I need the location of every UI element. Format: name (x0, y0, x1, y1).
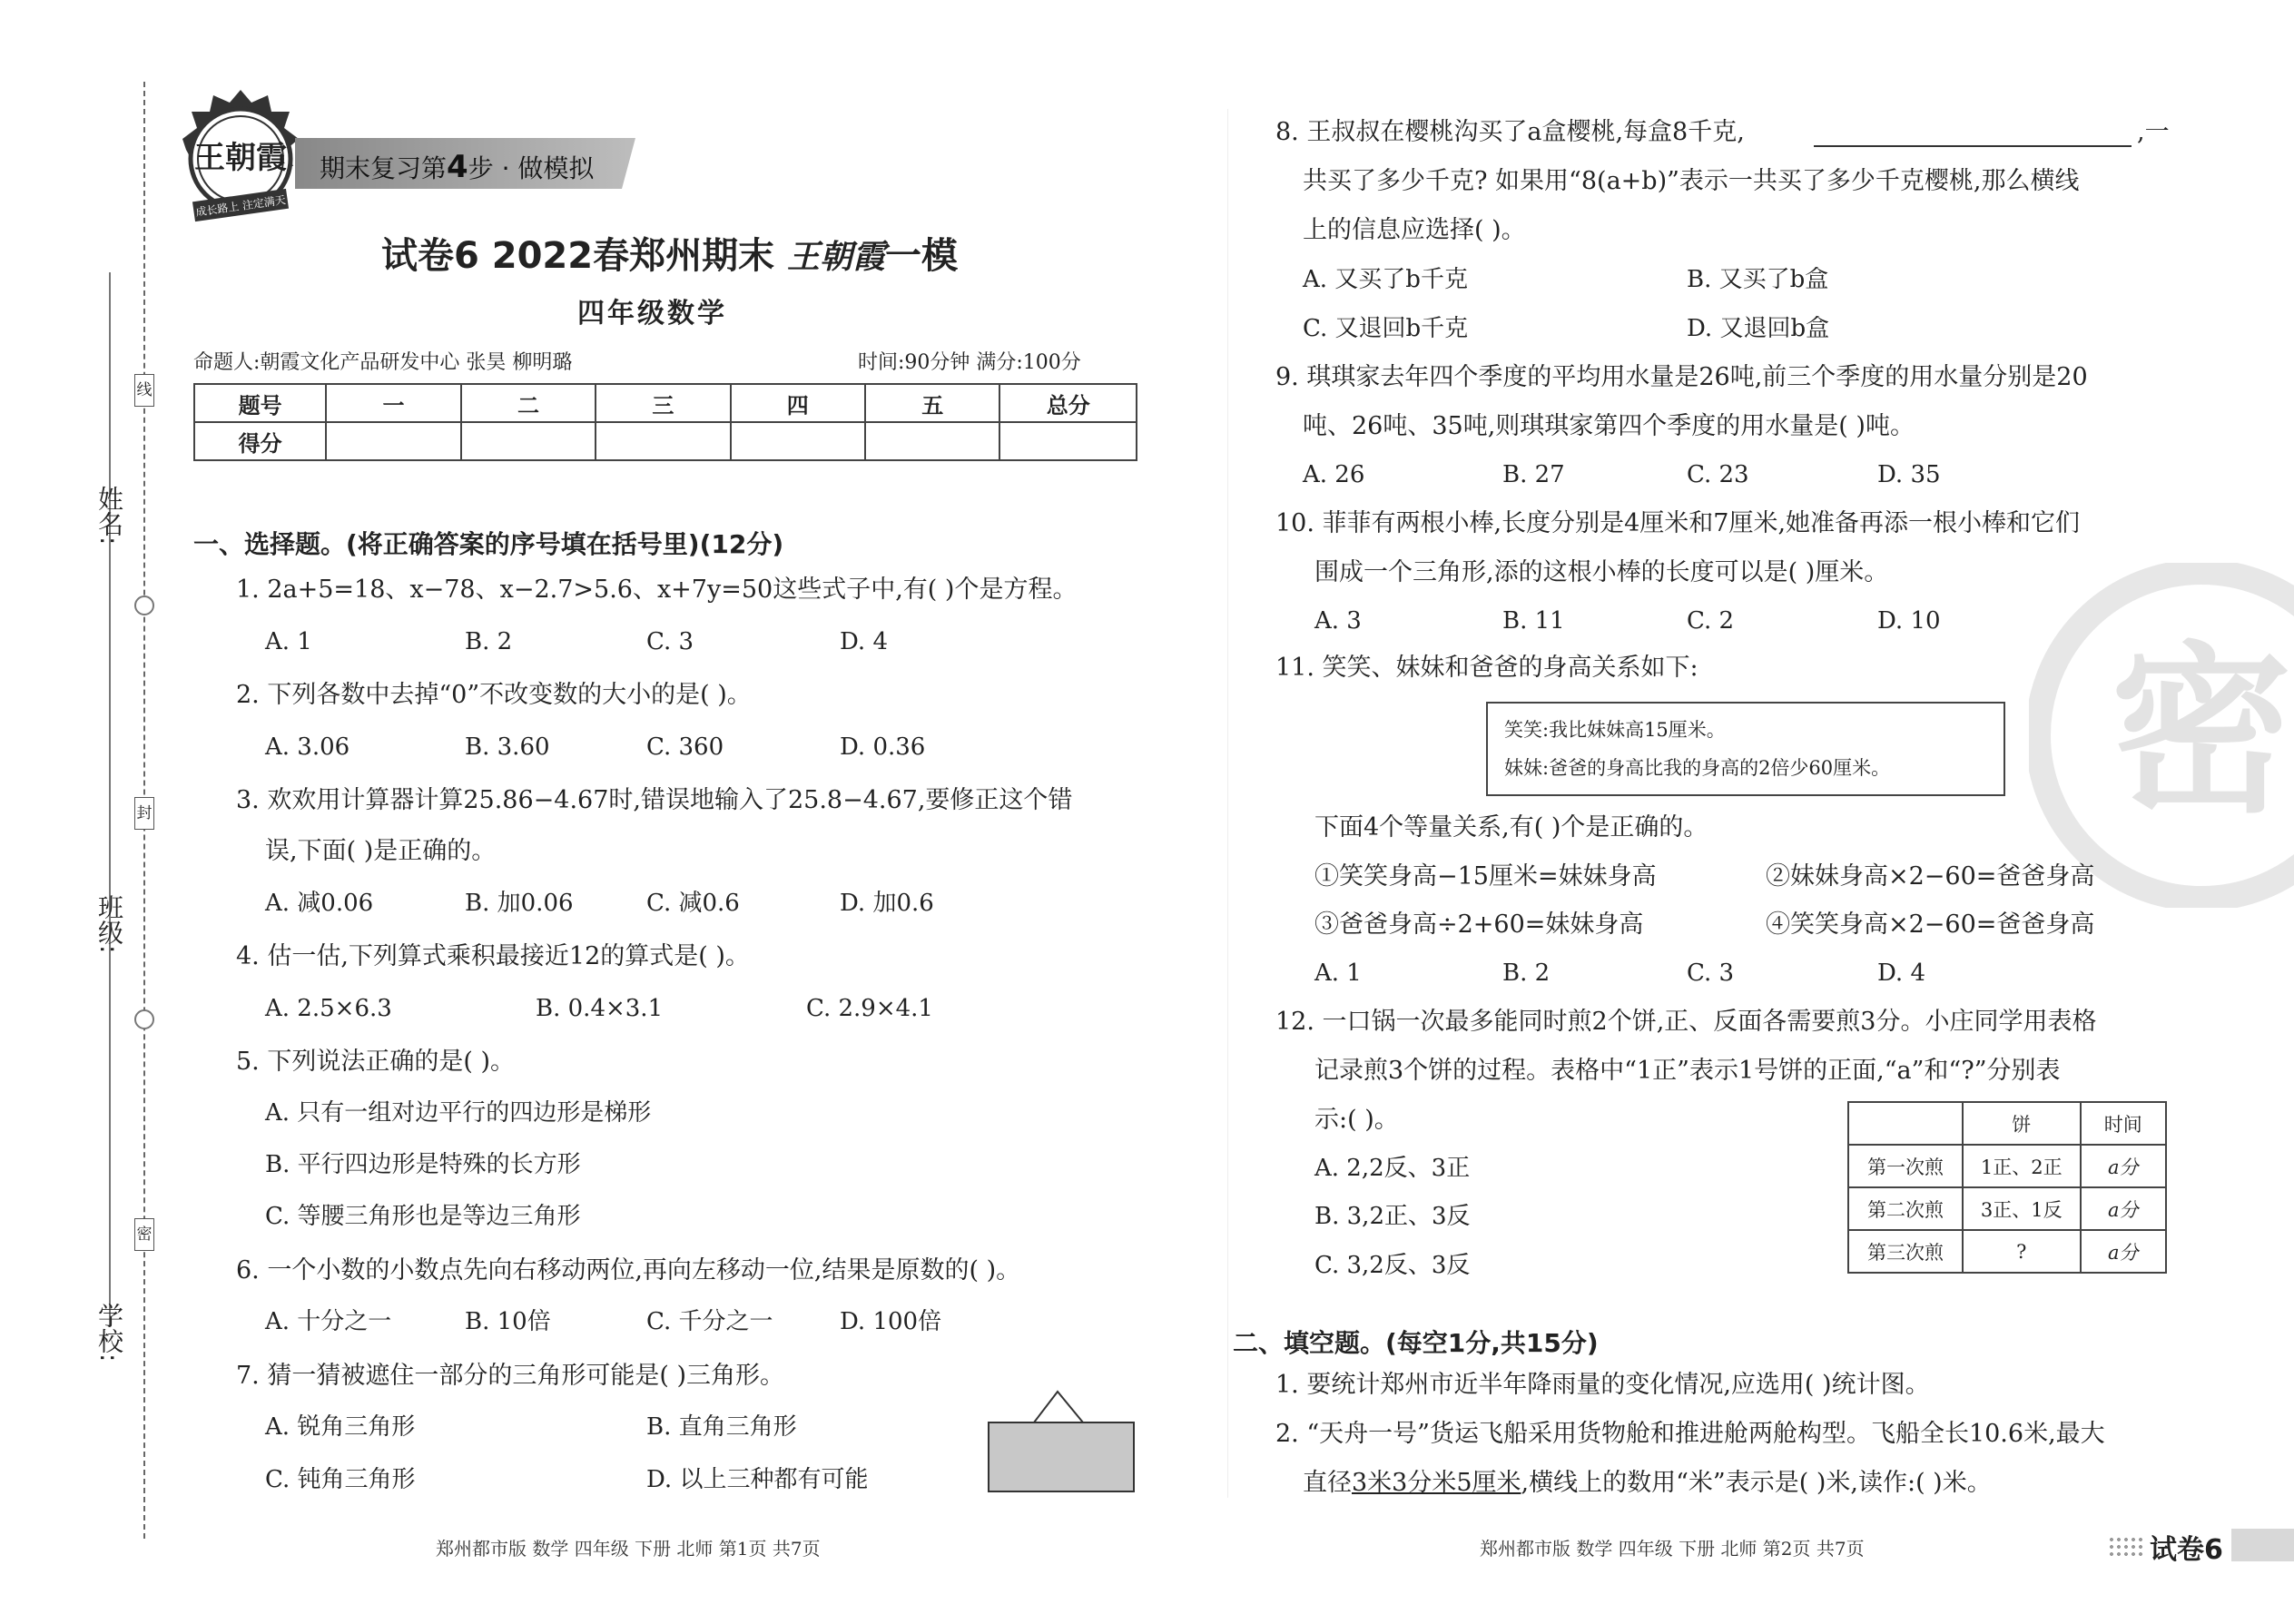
q10-option-a: A. 3 (1314, 607, 1362, 635)
binding-hole-2 (134, 1009, 154, 1029)
subtitle: 四年级数学 (577, 298, 727, 330)
pancake-cell: a分 (2081, 1230, 2167, 1273)
score-cell[interactable] (731, 422, 865, 460)
q6-option-b: B. 10倍 (465, 1308, 551, 1335)
q11-relation-2: ②妹妹身高×2−60=爸爸身高 (1766, 862, 2095, 891)
q3-option-a: A. 减0.06 (265, 890, 374, 917)
question-10-line1: 10. 菲菲有两根小棒,长度分别是4厘米和7厘米,她准备再添一根小棒和它们 (1275, 509, 2081, 537)
brand-logo-icon (177, 86, 304, 222)
time-score: 时间:90分钟 满分:100分 (858, 351, 1081, 374)
score-cell[interactable] (596, 422, 730, 460)
q1-option-c: C. 3 (646, 628, 694, 655)
question-7: 7. 猜一猜被遮住一部分的三角形可能是( )三角形。 (236, 1362, 784, 1390)
title-left: 试卷6 2022春郑州期末 (381, 235, 775, 277)
score-header-cell: 四 (731, 384, 865, 422)
section-choice-heading: 一、选择题。(将正确答案的序号填在括号里)(12分) (193, 529, 784, 559)
q1-option-a: A. 1 (265, 628, 312, 655)
q7-option-a: A. 锐角三角形 (265, 1413, 416, 1441)
question-8-line3: 上的信息应选择( )。 (1303, 216, 1526, 244)
fill-question-1: 1. 要统计郑州市近半年降雨量的变化情况,应选用( )统计图。 (1275, 1371, 1930, 1399)
pancake-table-row (1848, 1187, 2166, 1230)
cut-char-line: 线 (134, 374, 154, 407)
question-3: 3. 欢欢用计算器计算25.86−4.67时,错误地输入了25.8−4.67,要修正这个错 (236, 786, 1073, 814)
q9-option-c: C. 23 (1687, 461, 1749, 488)
question-11-line1: 11. 笑笑、妹妹和爸爸的身高关系如下: (1275, 654, 1698, 682)
q2-option-c: C. 360 (646, 733, 724, 761)
question-1: 1. 2a+5=18、x−78、x−2.7>5.6、x+7y=50这些式子中,有( )个是方程。 (236, 576, 1078, 604)
pancake-cell: a分 (2081, 1187, 2167, 1230)
banner-step: 4 (447, 149, 468, 185)
pancake-cell: 第一次煎 (1848, 1145, 1963, 1187)
q4-option-b: B. 0.4×3.1 (536, 995, 664, 1022)
q3-option-c: C. 减0.6 (646, 890, 740, 917)
q11-option-c: C. 3 (1687, 960, 1735, 987)
banner-prefix: 期末复习第 (320, 153, 448, 183)
q8-answer-blank[interactable] (1814, 145, 2132, 147)
pancake-table (1847, 1101, 2167, 1274)
secret-seal-watermark-icon (2029, 563, 2294, 908)
title-right: 一模 (885, 235, 959, 277)
q9-option-d: D. 35 (1877, 461, 1941, 488)
question-11-line2: 下面4个等量关系,有( )个是正确的。 (1314, 813, 1708, 842)
q8-option-d: D. 又退回b盒 (1687, 315, 1830, 342)
question-8-line1-end: ,一 (2137, 118, 2170, 146)
question-9-line1: 9. 琪琪家去年四个季度的平均用水量是26吨,前三个季度的用水量分别是20 (1275, 363, 2088, 391)
q4-option-a: A. 2.5×6.3 (265, 995, 392, 1022)
score-table (193, 383, 1137, 461)
pancake-cell: 1正、2正 (1963, 1145, 2081, 1187)
q8-option-c: C. 又退回b千克 (1303, 315, 1469, 342)
fill-q2-underlined: 3米3分米5厘米 (1352, 1469, 1521, 1497)
logo-subtext: 成长路上 注定满天 (194, 193, 287, 219)
page-title (381, 227, 958, 279)
binding-line (109, 272, 111, 1325)
binding-hole-1 (134, 595, 154, 615)
q6-option-d: D. 100倍 (840, 1308, 942, 1335)
section-fill-heading: 二、填空题。(每空1分,共15分) (1233, 1328, 1599, 1358)
cut-char-seal: 封 (134, 797, 154, 830)
q9-option-b: B. 27 (1502, 461, 1565, 488)
q11-option-b: B. 2 (1502, 960, 1551, 987)
q7-option-d: D. 以上三种都有可能 (646, 1466, 869, 1493)
pancake-cell: a分 (2081, 1145, 2167, 1187)
watermark-char: 密 (2110, 626, 2293, 838)
question-9-line2: 吨、26吨、35吨,则琪琪家第四个季度的用水量是( )吨。 (1303, 412, 1915, 440)
q7-option-b: B. 直角三角形 (646, 1413, 797, 1441)
q2-option-a: A. 3.06 (265, 733, 350, 761)
pancake-header-cell: 时间 (2081, 1102, 2167, 1145)
banner-text (320, 149, 594, 185)
score-cell[interactable] (999, 422, 1137, 460)
fill-q2-suffix: ,横线上的数用“米”表示是( )米,读作:( )米。 (1521, 1469, 1992, 1497)
score-header-cell: 五 (865, 384, 999, 422)
question-5: 5. 下列说法正确的是( )。 (236, 1048, 515, 1076)
fill-q2-prefix: 直径 (1303, 1469, 1352, 1497)
score-header-cell: 一 (326, 384, 460, 422)
fill-question-2-line1: 2. “天舟一号”货运飞船采用货物舱和推进舱两舱构型。飞船全长10.6米,最大 (1275, 1420, 2105, 1448)
q8-option-b: B. 又买了b盒 (1687, 266, 1829, 293)
score-header-cell: 题号 (194, 384, 326, 422)
question-4: 4. 估一估,下列算式乘积最接近12的算式是( )。 (236, 942, 750, 970)
pancake-header-cell: 饼 (1963, 1102, 2081, 1145)
pancake-table-row (1848, 1230, 2166, 1273)
banner-suffix: 步 · 做模拟 (468, 153, 595, 183)
q5-option-b: B. 平行四边形是特殊的长方形 (265, 1151, 581, 1178)
q5-option-a: A. 只有一组对边平行的四边形是梯形 (265, 1099, 652, 1127)
q7-option-c: C. 钝角三角形 (265, 1466, 416, 1493)
question-6: 6. 一个小数的小数点先向右移动两位,再向左移动一位,结果是原数的( )。 (236, 1256, 1021, 1284)
pancake-header-cell (1848, 1102, 1963, 1145)
question-12-line1: 12. 一口锅一次最多能同时煎2个饼,正、反面各需要煎3分。小庄同学用表格 (1275, 1008, 2097, 1036)
q12-option-b: B. 3,2正、3反 (1314, 1203, 1471, 1230)
score-header-cell: 二 (461, 384, 596, 422)
q2-option-d: D. 0.36 (840, 733, 926, 761)
q12-option-c: C. 3,2反、3反 (1314, 1252, 1471, 1279)
school-label: 学校: (94, 1303, 124, 1363)
cut-char-secret: 密 (134, 1218, 154, 1251)
pancake-cell: ? (1963, 1230, 2081, 1273)
footer-right: 郑州都市版 数学 四年级 下册 北师 第2页 共7页 (1480, 1538, 1865, 1560)
class-label: 班级: (94, 894, 124, 954)
q12-option-a: A. 2,2反、3正 (1314, 1155, 1471, 1182)
q8-option-a: A. 又买了b千克 (1303, 266, 1468, 293)
paper-tag-bar (2231, 1529, 2294, 1561)
question-10-line2: 围成一个三角形,添的这根小棒的长度可以是( )厘米。 (1314, 558, 1889, 586)
score-cell[interactable] (461, 422, 596, 460)
paper-tag: 试卷6 (2150, 1534, 2223, 1566)
q3-option-b: B. 加0.06 (465, 890, 574, 917)
question-2: 2. 下列各数中去掉“0”不改变数的大小的是( )。 (236, 681, 752, 709)
q10-option-b: B. 11 (1502, 607, 1565, 635)
q11-option-d: D. 4 (1877, 960, 1925, 987)
q11-dialogue-line2: 妹妹:爸爸的身高比我的身高的2倍少60厘米。 (1504, 757, 1891, 779)
q9-option-a: A. 26 (1303, 461, 1365, 488)
score-cell[interactable] (865, 422, 999, 460)
score-table-header-row (194, 384, 1137, 422)
q1-option-b: B. 2 (465, 628, 513, 655)
question-8-line2: 共买了多少千克? 如果用“8(a+b)”表示一共买了多少千克樱桃,那么横线 (1303, 167, 2080, 195)
pancake-cell: 第三次煎 (1848, 1230, 1963, 1273)
pancake-cell: 3正、1反 (1963, 1187, 2081, 1230)
score-cell[interactable] (326, 422, 460, 460)
q6-option-c: C. 千分之一 (646, 1308, 773, 1335)
score-table-row (194, 422, 1137, 460)
authors: 命题人:朝霞文化产品研发中心 张昊 柳明璐 (193, 351, 573, 374)
q3-option-d: D. 加0.6 (840, 890, 934, 917)
q10-option-c: C. 2 (1687, 607, 1735, 635)
question-8-line1: 8. 王叔叔在樱桃沟买了a盒樱桃,每盒8千克, (1275, 118, 1745, 146)
score-header-cell: 总分 (999, 384, 1137, 422)
footer-left: 郑州都市版 数学 四年级 下册 北师 第1页 共7页 (436, 1538, 821, 1560)
footer-dots-icon (2108, 1536, 2144, 1556)
q11-dialogue-line1: 笑笑:我比妹妹高15厘米。 (1504, 719, 1726, 741)
score-header-cell: 三 (596, 384, 730, 422)
q6-option-a: A. 十分之一 (265, 1308, 392, 1335)
pancake-table-row (1848, 1145, 2166, 1187)
name-label: 姓名: (94, 486, 124, 546)
score-row-label: 得分 (194, 422, 326, 460)
q11-relation-3: ③爸爸身高÷2+60=妹妹身高 (1314, 910, 1644, 939)
q2-option-b: B. 3.60 (465, 733, 550, 761)
q1-option-d: D. 4 (840, 628, 888, 655)
question-12-line3: 示:( )。 (1314, 1106, 1399, 1134)
question-3-line2: 误,下面( )是正确的。 (265, 837, 497, 865)
q11-relation-4: ④笑笑身高×2−60=爸爸身高 (1766, 910, 2095, 939)
logo-text: 王朝霞 (194, 140, 287, 176)
hidden-triangle-figure (985, 1384, 1139, 1498)
question-12-line2: 记录煎3个饼的过程。表格中“1正”表示1号饼的正面,“a”和“?”分别表 (1314, 1057, 2061, 1085)
q10-option-d: D. 10 (1877, 607, 1941, 635)
fill-question-2-line2 (1303, 1471, 1992, 1495)
q11-option-a: A. 1 (1314, 960, 1362, 987)
pancake-table-header (1848, 1102, 2166, 1145)
page-divider (1227, 109, 1228, 1498)
q4-option-c: C. 2.9×4.1 (806, 995, 933, 1022)
q11-relation-1: ①笑笑身高−15厘米=妹妹身高 (1314, 862, 1657, 891)
pancake-cell: 第二次煎 (1848, 1187, 1963, 1230)
title-brand: 王朝霞 (787, 238, 886, 276)
q5-option-c: C. 等腰三角形也是等边三角形 (265, 1203, 581, 1230)
